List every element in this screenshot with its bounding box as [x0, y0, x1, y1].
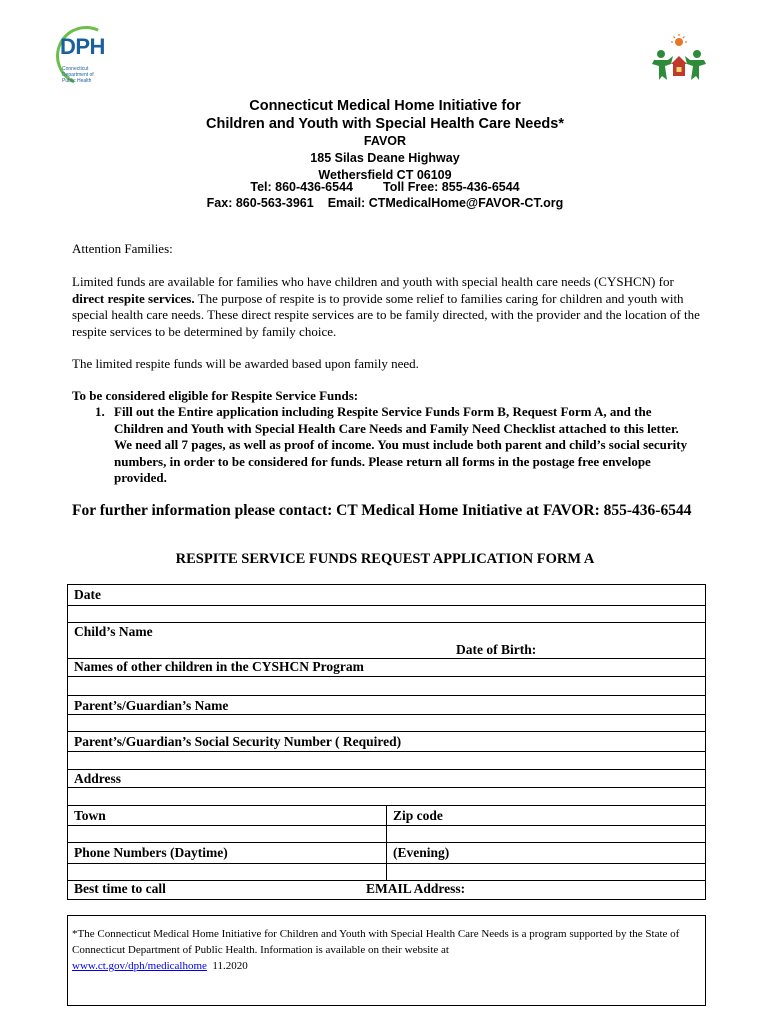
header-email: Email: CTMedicalHome@FAVOR-CT.org: [327, 196, 564, 210]
date-of-birth-label: Date of Birth:: [456, 642, 537, 657]
funds-paragraph: The limited respite funds will be awarded based upon family need.: [72, 356, 419, 371]
guardian-ssn-label: Parent’s/Guardian’s Social Security Number ( Required): [74, 734, 402, 749]
zip-code-label: Zip code: [393, 808, 443, 823]
intro-paragraph-start: Limited funds are available for families who have children and youth with special health care needs (CYSHCN) for: [72, 274, 674, 289]
form-title: RESPITE SERVICE FUNDS REQUEST APPLICATION FORM A: [175, 551, 595, 567]
address-input-row[interactable]: [68, 788, 705, 806]
other-children-row: [68, 659, 705, 677]
child-name-label: Child’s Name: [74, 624, 153, 639]
header-fax: Fax: 860-563-3961: [206, 196, 314, 210]
guardian-name-input-row[interactable]: [68, 715, 705, 732]
best-time-label: Best time to call: [74, 881, 166, 896]
application-form-table: [67, 584, 706, 900]
header-title-line2: Children and Youth with Special Health Care Needs*: [205, 116, 564, 132]
guardian-name-label: Parent’s/Guardian’s Name: [74, 698, 229, 713]
address-label: Address: [74, 771, 122, 786]
guardian-name-row: [68, 696, 705, 715]
guardian-ssn-input-row[interactable]: [68, 752, 705, 770]
intro-paragraph-end: The purpose of respite is to provide some relief to families caring for children and youth with special health care needs. These direct respite services are to be family directed, with the provider and the location of the respite services to be determined by family choice.: [72, 290, 700, 339]
town-label: Town: [74, 808, 106, 823]
attention-heading: Attention Families:: [72, 241, 173, 256]
house-icon: [671, 56, 687, 76]
date-input-row[interactable]: [68, 606, 705, 623]
dph-logo: [56, 24, 120, 86]
phone-daytime-label: Phone Numbers (Daytime): [74, 845, 228, 860]
date-row: [68, 585, 705, 606]
email-address-label: EMAIL Address:: [366, 881, 466, 896]
footnote-box: [67, 915, 706, 1006]
header-org: FAVOR: [363, 134, 407, 148]
header-street: 185 Silas Deane Highway: [310, 151, 460, 165]
footnote-website-link[interactable]: www.ct.gov/dph/medicalhome: [72, 960, 207, 972]
best-time-email-row[interactable]: [68, 881, 705, 899]
address-row: [68, 770, 705, 788]
header-fax-email-line: [0, 196, 770, 210]
header-tel: Tel: 860-436-6544: [250, 180, 353, 194]
header-title-line1: Connecticut Medical Home Initiative for: [249, 98, 521, 114]
intro-paragraph: [72, 274, 702, 340]
header-toll-free: Toll Free: 855-436-6544: [382, 180, 520, 194]
eligibility-item: [95, 404, 695, 487]
sun-icon: [671, 34, 687, 46]
column-divider: [386, 806, 387, 881]
child-name-row[interactable]: [68, 623, 705, 659]
header-city: Wethersfield CT 06109: [318, 168, 452, 182]
footnote-text: *The Connecticut Medical Home Initiative for Children and Youth with Special Health Care Needs is a program supported by the State of Connecticut Department of Public Health. Information is available on their website at: [72, 928, 680, 956]
date-label: Date: [74, 587, 101, 602]
dph-logo-subtitle: Connecticut Department of Public Health: [62, 66, 94, 84]
other-children-label: Names of other children in the CYSHCN Program: [74, 659, 364, 674]
children-house-logo: [651, 34, 707, 90]
eligibility-heading: To be considered eligible for Respite Service Funds:: [72, 388, 359, 403]
eligibility-item-text: Fill out the Entire application including Respite Service Funds Form B, Request Form A, and the Children and Youth with Special Health Care Needs and Family Need Checklist attached to this letter. We need all 7 pages, as well as proof of income. You must include both parent and child’s social security numbers, in order to be considered for funds. Please return all forms in the postage free envelope provided.: [114, 404, 688, 485]
contact-line: For further information please contact: CT Medical Home Initiative at FAVOR: 855-436-6544: [72, 502, 692, 519]
guardian-ssn-row: [68, 732, 705, 752]
intro-paragraph-bold: direct respite services.: [72, 290, 195, 306]
header-phone-line: [0, 180, 770, 194]
footnote-date: 11.2020: [212, 960, 248, 972]
eligibility-item-number: 1.: [95, 404, 105, 419]
dph-logo-text: DPH: [60, 34, 105, 59]
phone-evening-label: (Evening): [393, 845, 450, 860]
other-children-input-row[interactable]: [68, 677, 705, 696]
